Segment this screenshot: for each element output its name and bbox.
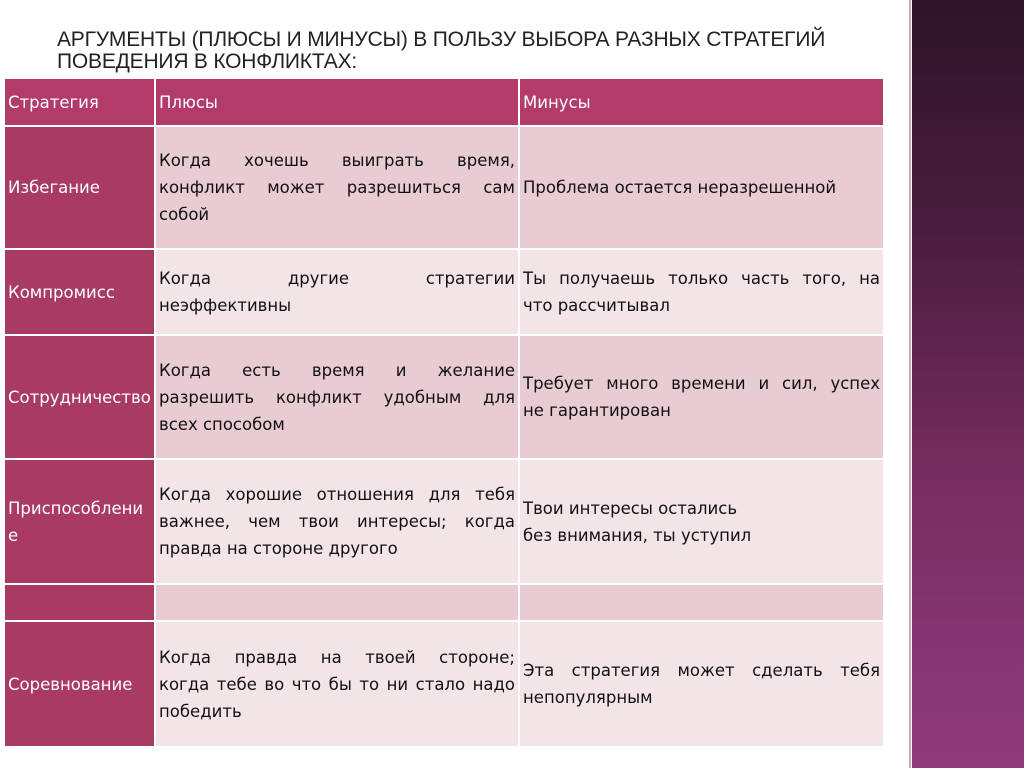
pros-cell [155, 335, 519, 459]
cons-cell [519, 335, 884, 459]
strategies-table [3, 77, 885, 748]
strategy-cell: Соревнование [4, 621, 155, 747]
pros-cell [155, 621, 519, 747]
cons-line: непопулярным [523, 688, 653, 707]
table-row [4, 335, 884, 459]
cons-line: Проблема остается неразрешенной [523, 178, 837, 197]
strategy-cell: Приспособление [4, 459, 155, 584]
cons-line: Твои интересы остались [523, 498, 738, 518]
strategy-cell: Избегание [4, 126, 155, 249]
pros-cell [155, 459, 519, 584]
pros-line: Когда другие стратегии [159, 269, 515, 288]
cons-cell [519, 584, 884, 621]
strategy-cell: Компромисс [4, 249, 155, 335]
cons-cell [519, 621, 884, 747]
table-row-empty [4, 584, 884, 621]
cons-line: Ты получаешь только часть того, на [523, 269, 880, 288]
cons-line: без внимания, ты уступил [523, 525, 752, 545]
pros-line: Когда правда на твоей стороне; [159, 647, 515, 667]
table-row [4, 459, 884, 584]
cons-cell [519, 126, 884, 249]
table-row [4, 249, 884, 335]
pros-line: разрешить конфликт удобным для [159, 387, 515, 407]
decorative-side-band [912, 0, 1024, 768]
pros-line: Когда хорошие отношения для тебя [159, 485, 515, 504]
pros-line: Когда есть время и желание [159, 360, 515, 380]
cons-cell [519, 249, 884, 335]
pros-line: правда на стороне другого [159, 539, 398, 558]
header-cons: Минусы [519, 78, 884, 126]
pros-line: всех способом [159, 414, 285, 434]
header-pros: Плюсы [155, 78, 519, 126]
decorative-divider [909, 0, 911, 768]
pros-cell [155, 584, 519, 621]
title-line-2: ПОВЕДЕНИЯ В КОНФЛИКТАХ: [57, 50, 358, 73]
page-title [57, 29, 877, 73]
cons-line: не гарантирован [523, 401, 671, 420]
pros-cell [155, 126, 519, 249]
strategy-cell [4, 584, 155, 621]
title-line-1: АРГУМЕНТЫ (ПЛЮСЫ И МИНУСЫ) В ПОЛЬЗУ ВЫБОРА РАЗНЫХ СТРАТЕГИЙ [57, 28, 826, 51]
table-row [4, 126, 884, 249]
pros-line: конфликт может разрешиться сам [159, 178, 515, 197]
cons-cell [519, 459, 884, 584]
cons-line: что рассчитывал [523, 296, 670, 315]
cons-line: Эта стратегия может сделать тебя [523, 661, 880, 680]
table-row [4, 621, 884, 747]
pros-cell [155, 249, 519, 335]
strategy-cell: Сотрудничество [4, 335, 155, 459]
pros-line: важнее, чем твои интересы; когда [159, 512, 515, 531]
pros-line: неэффективны [159, 296, 292, 315]
cons-line: Требует много времени и сил, успех [523, 374, 880, 393]
table-header-row [4, 78, 884, 126]
pros-line: собой [159, 205, 210, 224]
pros-line: победить [159, 701, 242, 721]
pros-line: когда тебе во что бы то ни стало надо [159, 674, 515, 694]
pros-line: Когда хочешь выиграть время, [159, 151, 515, 170]
header-strategy: Стратегия [4, 78, 155, 126]
